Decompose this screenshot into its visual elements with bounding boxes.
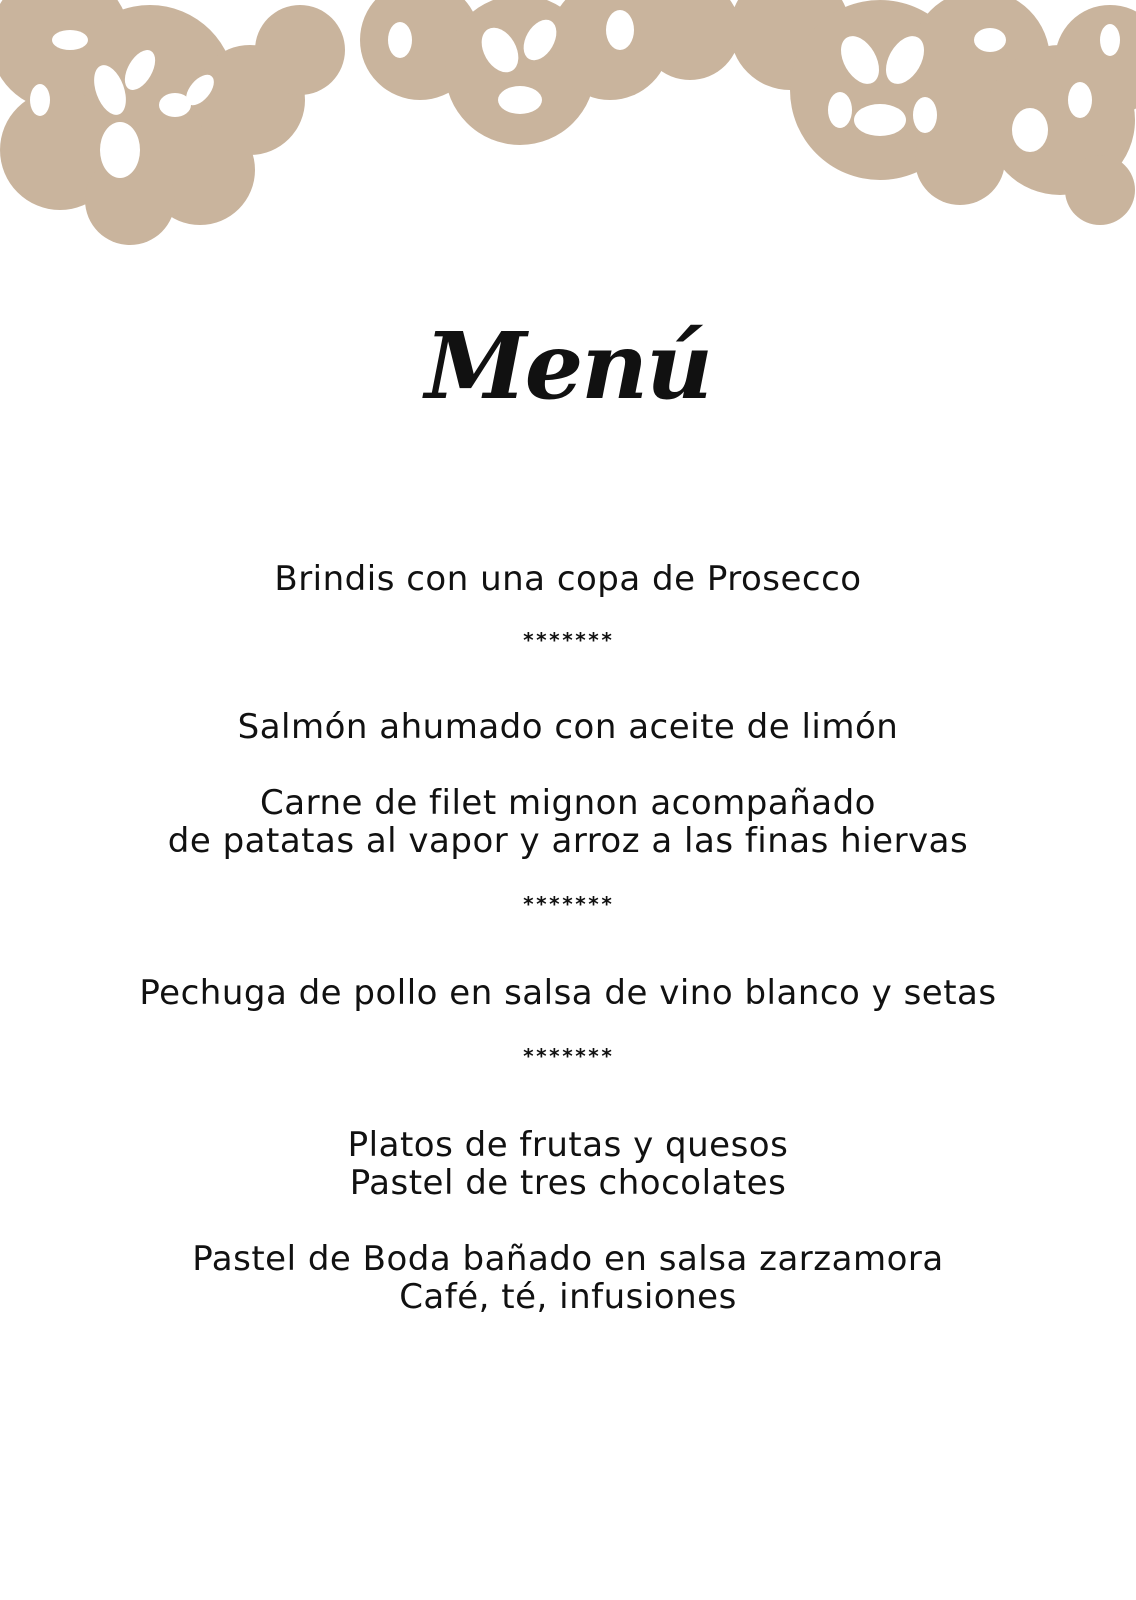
separator: ******* (522, 628, 614, 652)
separator: ******* (522, 1044, 614, 1068)
menu-item: Platos de frutas y quesos (347, 1125, 789, 1165)
menu-item: Carne de filet mignon acompañado (260, 783, 876, 823)
menu-item: Pastel de Boda bañado en salsa zarzamora (192, 1239, 944, 1279)
menu-item: de patatas al vapor y arroz a las finas hiervas (167, 821, 969, 861)
menu-item: Pastel de tres chocolates (349, 1163, 787, 1203)
menu-item: Pechuga de pollo en salsa de vino blanco y setas (139, 973, 997, 1013)
menu-title: Menú (424, 312, 712, 420)
floral-lace-border-icon (0, 0, 1136, 260)
menu-item: Brindis con una copa de Prosecco (274, 559, 862, 599)
separator: ******* (522, 892, 614, 916)
menu-item: Café, té, infusiones (399, 1277, 737, 1317)
menu-item: Salmón ahumado con aceite de limón (237, 707, 899, 747)
